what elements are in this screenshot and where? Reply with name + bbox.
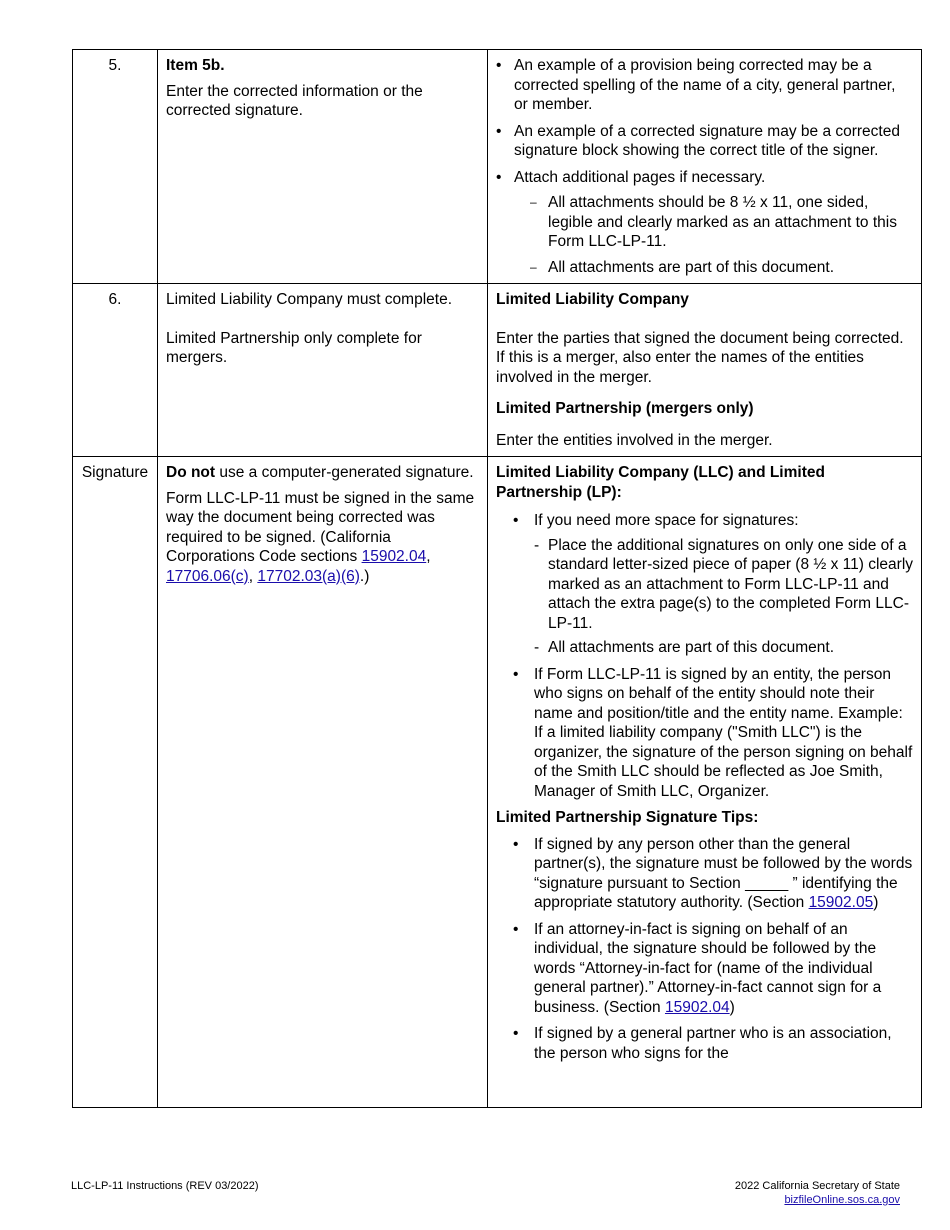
sub-list — [496, 193, 913, 277]
sub-list-item: - Place the additional signatures on only one side of a standard letter-sized piece of paper (8 ½ x 11) clearly marked as an attachment to Form LLC-LP-11 and attach the extra page(s) to the completed Form LLC-LP-11. — [534, 536, 913, 634]
list-item — [496, 920, 913, 1018]
list-item — [496, 835, 913, 913]
bullet-list — [496, 511, 913, 801]
code-link-15902-04[interactable]: 15902.04 — [664, 998, 730, 1016]
list-item — [496, 511, 913, 658]
bullet-list — [496, 835, 913, 1064]
bizfile-online-link[interactable]: bizfileOnline.sos.ca.gov — [784, 1194, 900, 1206]
item-instructions — [488, 50, 922, 284]
item-description — [158, 284, 488, 457]
item-text — [166, 489, 479, 587]
item-text — [166, 463, 479, 483]
item-text-body: Form LLC-LP-11 must be signed in the same way the document being corrected was required to be signed. (California Corporations Code sections — [166, 489, 475, 565]
item-text: Enter the corrected information or the corrected signature. — [166, 82, 423, 119]
code-link-15902-04[interactable]: 15902.04 — [361, 548, 427, 565]
separator: , — [248, 567, 258, 585]
footer-agency-name: 2022 California Secretary of State — [734, 1180, 900, 1192]
section-heading: Limited Partnership Signature Tips: — [496, 809, 759, 826]
list-item-text: If an attorney-in-fact is signing on behalf of an individual, the signature should be followed by the words “Attorney-in-fact for (name of the individual general partner).” Attorney-in-fact cannot sign for a business. (Section — [534, 920, 882, 1016]
sub-list — [534, 536, 913, 658]
table-row-item-5 — [73, 50, 922, 284]
section-heading: Limited Partnership (mergers only) — [496, 400, 754, 417]
list-item-text-end: ) — [729, 998, 735, 1016]
item-heading: Item 5b. — [166, 57, 225, 74]
list-item — [496, 168, 913, 278]
list-item-text: If you need more space for signatures: — [534, 512, 799, 529]
list-item: • If Form LLC-LP-11 is signed by an entity, the person who signs on behalf of the entity should note their name and position/title and the entity name. Example: If a limited liability company ("Smith LLC") is the organizer, the signature of the person signing on behalf of the Smith LLC should be reflected as Joe Smith, Manager of Smith LLC, Organizer. — [496, 665, 913, 802]
item-number: 6. — [73, 284, 158, 457]
separator: , — [426, 548, 431, 565]
instructions-table — [72, 49, 922, 1108]
section-heading: Limited Liability Company — [496, 291, 689, 308]
list-item: • An example of a corrected signature may be a corrected signature block showing the correct title of the signer. — [496, 122, 913, 161]
item-text-rest: use a computer-generated signature. — [215, 464, 474, 481]
sub-list-item: – All attachments should be 8 ½ x 11, one sided, legible and clearly marked as an attachment to this Form LLC-LP-11. — [496, 193, 913, 252]
table-row-signature — [73, 457, 922, 1108]
section-text: Enter the entities involved in the merger. — [496, 431, 773, 449]
list-item-text: If signed by any person other than the general partner(s), the signature must be followed by the words “signature pursuant to Section _____ ” identifying the appropriate statutory authority. (Section — [534, 835, 913, 911]
item-description — [158, 457, 488, 1108]
list-item-text: Attach additional pages if necessary. — [514, 168, 766, 186]
sub-list-item: - All attachments are part of this document. — [534, 638, 913, 658]
emphasis-text: Do not — [166, 464, 216, 481]
item-number: 5. — [73, 50, 158, 284]
item-instructions — [488, 284, 922, 457]
code-link-15902-05[interactable]: 15902.05 — [808, 894, 874, 911]
sub-list-item: – All attachments are part of this document. — [496, 258, 913, 278]
footer-agency — [735, 1179, 900, 1207]
item-text-end: .) — [359, 567, 370, 585]
item-text: Limited Partnership only complete for mergers. — [166, 329, 422, 366]
code-link-17706-06c[interactable]: 17706.06(c) — [166, 567, 249, 585]
section-text: Enter the parties that signed the document being corrected. If this is a merger, also enter the names of the entities involved in the merger. — [496, 329, 904, 386]
item-text: Limited Liability Company must complete. — [166, 291, 453, 308]
list-item: • If signed by a general partner who is an association, the person who signs for the — [496, 1024, 913, 1063]
item-instructions — [488, 457, 922, 1108]
item-description — [158, 50, 488, 284]
list-item-text-end: ) — [873, 894, 879, 911]
list-item: • An example of a provision being corrected may be a corrected spelling of the name of a city, general partner, or member. — [496, 56, 913, 115]
bullet-list — [496, 56, 913, 277]
code-link-17702-03a6[interactable]: 17702.03(a)(6) — [257, 567, 360, 585]
item-number: Signature — [73, 457, 158, 1108]
table-row-item-6 — [73, 284, 922, 457]
footer-form-revision: LLC-LP-11 Instructions (REV 03/2022) — [71, 1180, 259, 1192]
section-heading: Limited Liability Company (LLC) and Limited Partnership (LP): — [496, 464, 825, 501]
